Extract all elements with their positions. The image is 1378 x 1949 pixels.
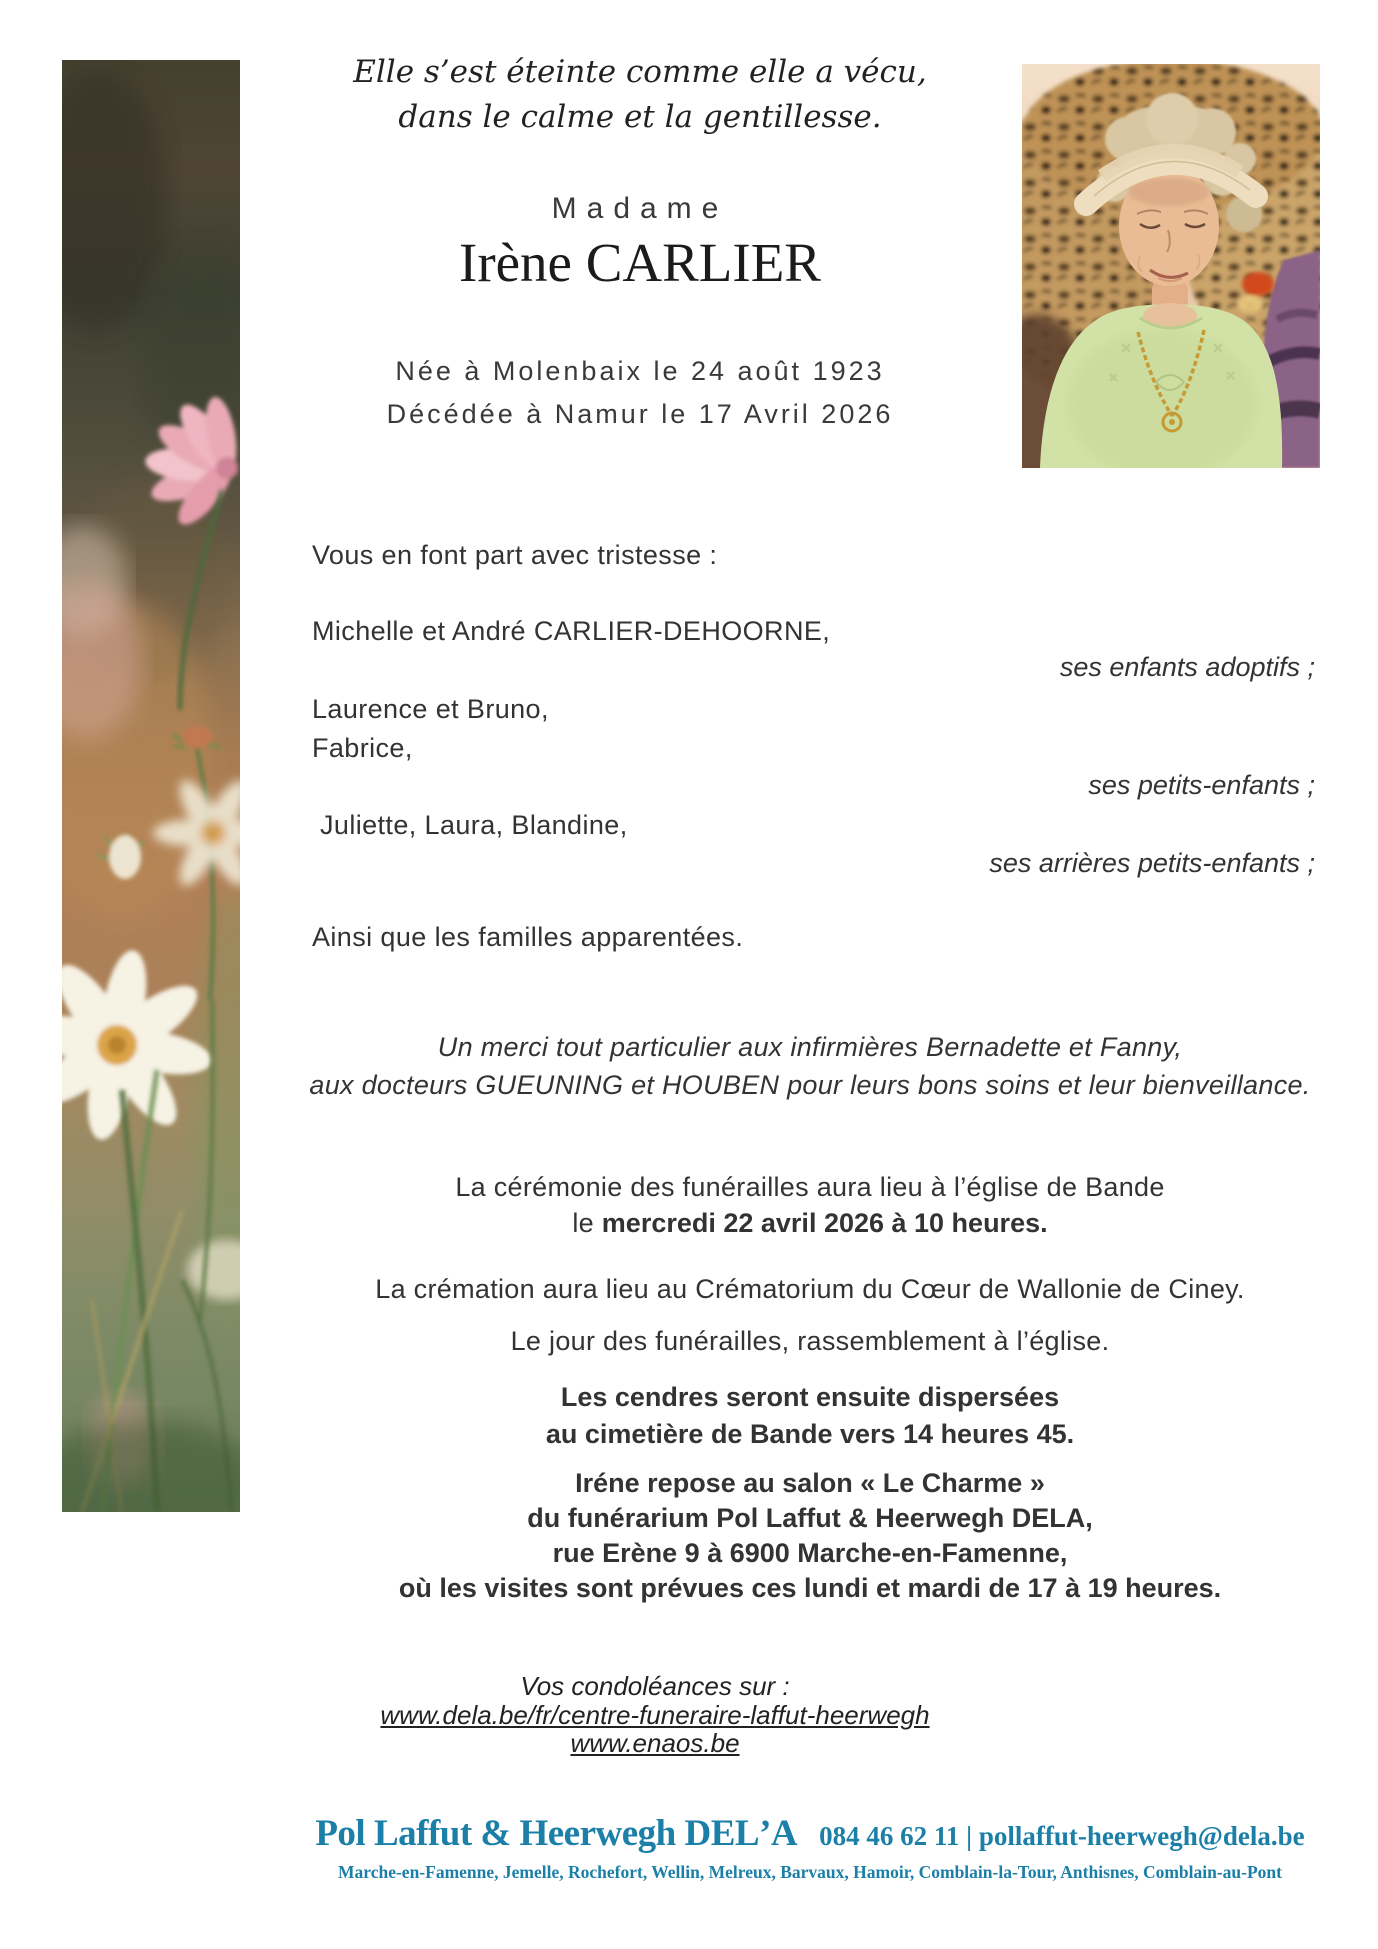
family-grandchildren-names-2: Fabrice, <box>312 733 413 763</box>
thanks-line-1: Un merci tout particulier aux infirmières Bernadette et Fanny, <box>437 1032 1183 1062</box>
family-grandchildren-names-1: Laurence et Bruno, <box>312 694 549 724</box>
condolences-intro: Vos condoléances sur : <box>520 1671 790 1701</box>
funeral-home-cities: Marche-en-Famenne, Jemelle, Rochefort, Wellin, Melreux, Barvaux, Hamoir, Comblain-la-Tour, Anthisnes, Comblain-au-Pont <box>337 1862 1282 1882</box>
ashes-line-2: au cimetière de Bande vers 14 heures 45. <box>545 1419 1075 1449</box>
ceremony-line: La cérémonie des funérailles aura lieu à l’église de Bande <box>455 1172 1165 1202</box>
repose-line-1: Iréne repose au salon « Le Charme » <box>575 1468 1045 1498</box>
family-closing: Ainsi que les familles apparentées. <box>312 922 744 952</box>
deceased-name: Irène CARLIER <box>459 232 821 293</box>
quote-line-1: Elle s’est éteinte comme elle a vécu, <box>353 54 927 90</box>
portrait-photo-art <box>1022 64 1320 468</box>
flowers-photo-art <box>62 60 240 1512</box>
condolences-link-enaos[interactable]: www.enaos.be <box>570 1728 740 1758</box>
repose-line-3: rue Erène 9 à 6900 Marche-en-Famenne, <box>552 1538 1068 1568</box>
death-line: Décédée à Namur le 17 Avril 2026 <box>386 399 894 429</box>
ceremony-date-bold: mercredi 22 avril 2026 à 10 heures. <box>601 1208 1048 1238</box>
family-greatgrandchildren-label: ses arrières petits-enfants ; <box>989 848 1315 878</box>
funeral-home-contact: 084 46 62 11 | pollaffut-heerwegh@dela.be <box>819 1821 1305 1851</box>
family-grandchildren-label: ses petits-enfants ; <box>1088 770 1315 800</box>
gathering-line: Le jour des funérailles, rassemblement à l’église. <box>510 1326 1110 1356</box>
condolences-link-dela[interactable]: www.dela.be/fr/centre-funeraire-laffut-heerwegh <box>380 1700 930 1730</box>
title-madame: Madame <box>551 192 729 225</box>
cremation-line: La crémation aura lieu au Crématorium du Cœur de Wallonie de Ciney. <box>375 1274 1245 1304</box>
thanks-line-2: aux docteurs GUEUNING et HOUBEN pour leurs bons soins et leur bienveillance. <box>309 1070 1311 1100</box>
family-greatgrandchildren-names: Juliette, Laura, Blandine, <box>320 810 628 840</box>
ceremony-date-line <box>240 1208 1378 1239</box>
ceremony-date-prefix: le <box>572 1208 602 1238</box>
quote-line-2: dans le calme et la gentillesse. <box>398 99 882 135</box>
family-intro: Vous en font part avec tristesse : <box>312 540 718 570</box>
ashes-line-1: Les cendres seront ensuite dispersées <box>560 1382 1060 1412</box>
birth-line: Née à Molenbaix le 24 août 1923 <box>395 356 885 386</box>
family-children-label: ses enfants adoptifs ; <box>1059 652 1315 682</box>
flowers-photo <box>62 60 240 1512</box>
portrait-photo <box>1022 64 1320 468</box>
repose-line-4: où les visites sont prévues ces lundi et mardi de 17 à 19 heures. <box>398 1573 1222 1603</box>
funeral-home-logo: Pol Laffut & Heerwegh DELʼA <box>315 1813 798 1854</box>
family-children-names: Michelle et André CARLIER-DEHOORNE, <box>312 616 831 646</box>
repose-line-2: du funérarium Pol Laffut & Heerwegh DELA, <box>527 1503 1093 1533</box>
